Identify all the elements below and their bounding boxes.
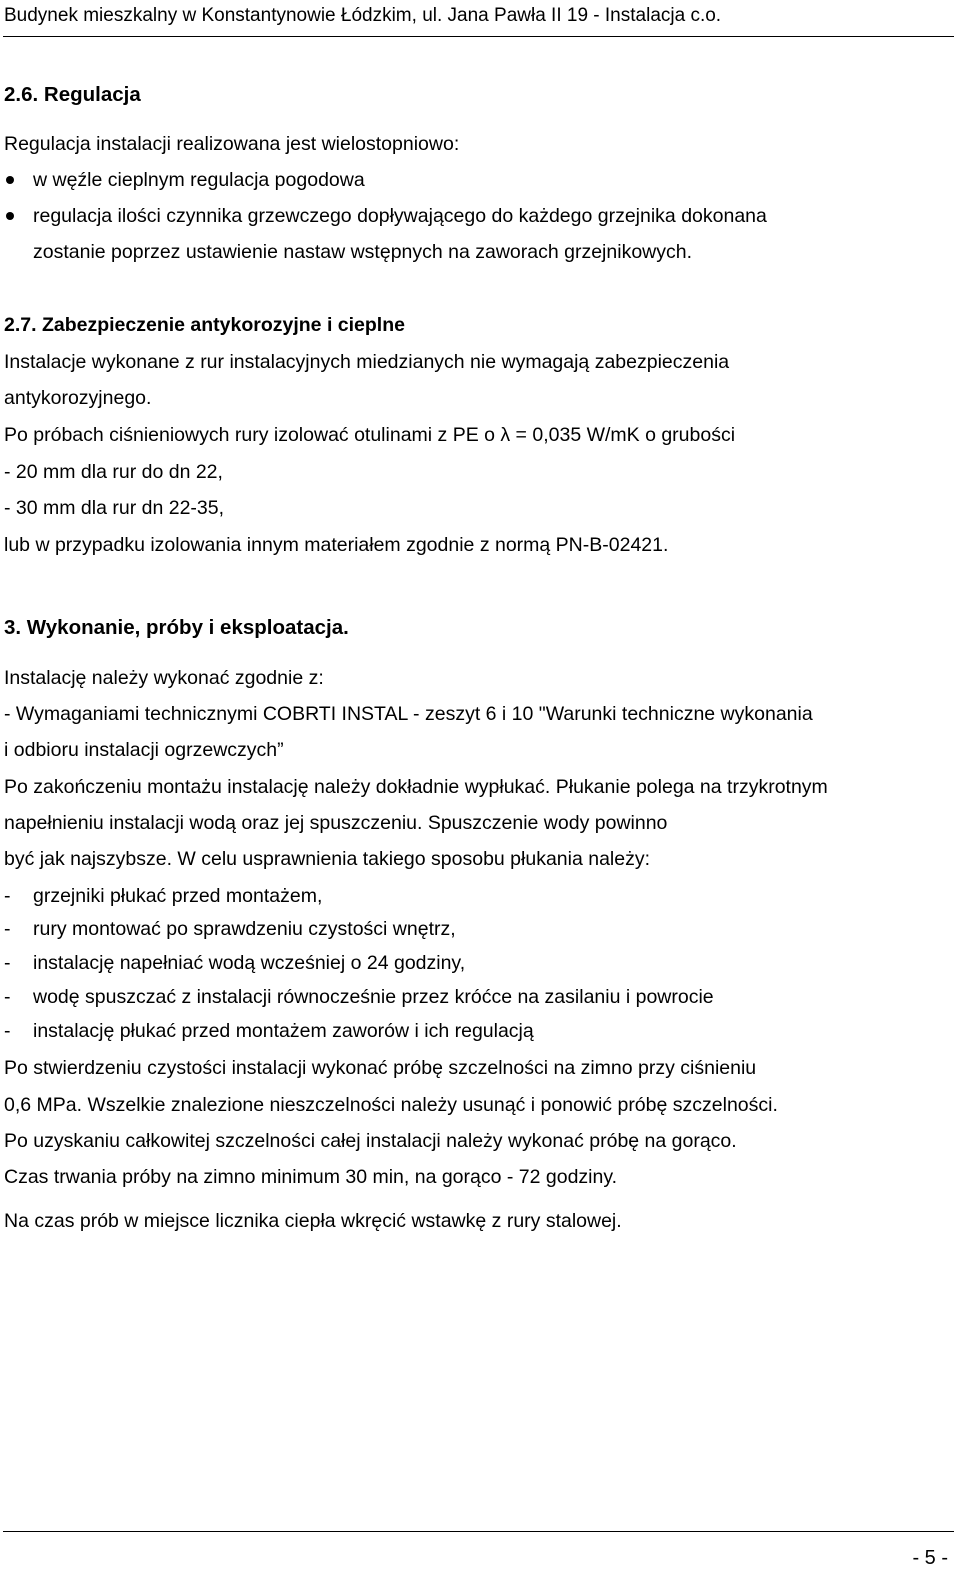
dash-marker: - — [4, 952, 11, 974]
paragraph-line: Po uzyskaniu całkowitej szczelności całej instalacji należy wykonać próbę na gorąco. — [4, 1130, 737, 1152]
header-divider — [3, 36, 954, 37]
document-header: Budynek mieszkalny w Konstantynowie Łódzkim, ul. Jana Pawła II 19 - Instalacja c.o. — [4, 5, 722, 26]
paragraph-line: Czas trwania próby na zimno minimum 30 min, na gorąco - 72 godziny. — [4, 1166, 618, 1188]
dash-item: wodę spuszczać z instalacji równocześnie przez króćce na zasilaniu i powrocie — [33, 986, 714, 1008]
bullet-item: regulacja ilości czynnika grzewczego dopływającego do każdego grzejnika dokonana — [33, 205, 767, 227]
paragraph-line: - 30 mm dla rur dn 22-35, — [4, 497, 225, 519]
paragraph-line: antykorozyjnego. — [4, 387, 152, 409]
dash-marker: - — [4, 918, 11, 940]
paragraph-line: Na czas prób w miejsce licznika ciepła wkręcić wstawkę z rury stalowej. — [4, 1210, 622, 1232]
paragraph-line: - Wymaganiami technicznymi COBRTI INSTAL - zeszyt 6 i 10 "Warunki techniczne wykonania — [4, 703, 813, 725]
bullet-item: w węźle cieplnym regulacja pogodowa — [33, 169, 365, 191]
paragraph-line: być jak najszybsze. W celu usprawnienia takiego sposobu płukania należy: — [4, 848, 651, 870]
dash-marker: - — [4, 986, 11, 1008]
bullet-icon — [6, 176, 14, 184]
paragraph-line: Instalację należy wykonać zgodnie z: — [4, 667, 324, 689]
dash-item: instalację napełniać wodą wcześniej o 24 godziny, — [33, 952, 466, 974]
footer-divider — [3, 1531, 954, 1532]
bullet-item-continued: zostanie poprzez ustawienie nastaw wstępnych na zaworach grzejnikowych. — [33, 241, 693, 263]
paragraph-line: Regulacja instalacji realizowana jest wielostopniowo: — [4, 133, 460, 155]
section-heading-2-6: 2.6. Regulacja — [4, 83, 141, 106]
dash-item: instalację płukać przed montażem zaworów i ich regulacją — [33, 1020, 534, 1042]
paragraph-line: i odbioru instalacji ogrzewczych” — [4, 739, 284, 761]
paragraph-line: Po próbach ciśnieniowych rury izolować otulinami z PE o λ = 0,035 W/mK o grubości — [4, 424, 736, 446]
dash-marker: - — [4, 885, 11, 907]
bullet-icon — [6, 212, 14, 220]
paragraph-line: Po zakończeniu montażu instalację należy dokładnie wypłukać. Płukanie polega na trzykrotnym — [4, 776, 828, 798]
paragraph-line: Po stwierdzeniu czystości instalacji wykonać próbę szczelności na zimno przy ciśnieniu — [4, 1057, 757, 1079]
paragraph-line: 0,6 MPa. Wszelkie znalezione nieszczelności należy usunąć i ponowić próbę szczelności. — [4, 1094, 778, 1116]
section-heading-3: 3. Wykonanie, próby i eksploatacja. — [4, 616, 349, 639]
paragraph-line: napełnieniu instalacji wodą oraz jej spuszczeniu. Spuszczenie wody powinno — [4, 812, 668, 834]
page-number: - 5 - — [912, 1547, 948, 1569]
section-heading-2-7: 2.7. Zabezpieczenie antykorozyjne i cieplne — [4, 314, 405, 336]
paragraph-line: - 20 mm dla rur do dn 22, — [4, 461, 223, 483]
dash-item: grzejniki płukać przed montażem, — [33, 885, 323, 907]
paragraph-line: lub w przypadku izolowania innym materiałem zgodnie z normą PN-B-02421. — [4, 534, 669, 556]
dash-marker: - — [4, 1020, 11, 1042]
dash-item: rury montować po sprawdzeniu czystości wnętrz, — [33, 918, 456, 940]
paragraph-line: Instalacje wykonane z rur instalacyjnych miedzianych nie wymagają zabezpieczenia — [4, 351, 730, 373]
